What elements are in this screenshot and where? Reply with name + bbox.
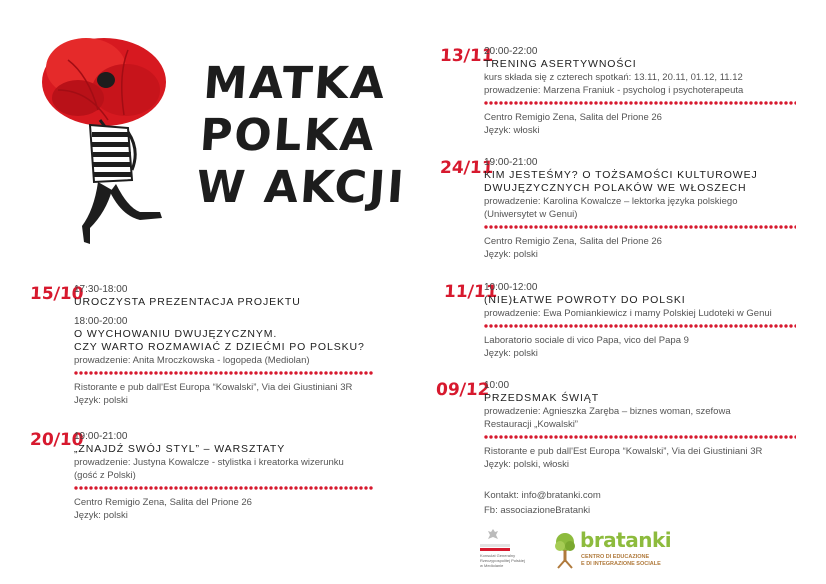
event-13-11 xyxy=(484,45,796,137)
event-location: Centro Remigio Zena, Salita del Prione 26 xyxy=(74,497,252,508)
event-language: Język: polski xyxy=(484,249,538,260)
logo-line-2: POLKA xyxy=(198,110,378,161)
polish-eagle-icon xyxy=(486,528,500,542)
event-time: 10:00 xyxy=(484,380,510,391)
event-date: 15/10 xyxy=(29,284,85,304)
event-15-10 xyxy=(74,283,374,407)
event-date: 11/11 xyxy=(443,282,499,302)
bratanki-name: bratanki xyxy=(580,528,672,552)
event-time: 18:00-20:00 xyxy=(74,316,128,327)
event-title: (NIE)ŁATWE POWROTY DO POLSKI xyxy=(484,294,686,306)
consulate-line: Konsulat Generalny xyxy=(480,553,516,558)
consulate-line: w Mediolanie xyxy=(480,563,504,568)
event-title: PRZEDSMAK ŚWIĄT xyxy=(484,392,600,404)
event-host: prowadzenie: Ewa Pomiankiewicz i mamy Polskiej Ludoteki w Genui xyxy=(484,308,772,319)
event-host: prowadzenie: Marzena Franiuk - psycholog i psychoterapeuta xyxy=(484,85,744,96)
sponsor-logos xyxy=(480,528,800,578)
dotted-separator xyxy=(484,225,796,229)
event-location: Ristorante e pub dall'Est Europa “Kowalski”, Via dei Giustiniani 3R xyxy=(74,382,353,393)
event-date: 09/12 xyxy=(435,380,491,400)
event-title: O WYCHOWANIU DWUJĘZYCZNYM. xyxy=(74,328,278,340)
event-language: Język: włoski xyxy=(484,125,540,136)
dotted-separator xyxy=(74,486,374,490)
logo-line-1: MATKA xyxy=(201,58,389,109)
bratanki-subtitle: CENTRO DI EDUCAZIONE xyxy=(581,554,650,560)
event-title: KIM JESTEŚMY? O TOŻSAMOŚCI KULTUROWEJ xyxy=(484,169,758,181)
consulate-line: Rzeczypospolitej Polskiej xyxy=(480,558,525,563)
dotted-separator xyxy=(484,101,796,105)
striped-shirt xyxy=(90,125,132,182)
tree-icon xyxy=(554,532,576,570)
dotted-separator xyxy=(484,435,796,439)
event-11-11 xyxy=(484,281,796,360)
event-language: Język: polski xyxy=(484,348,538,359)
event-location: Centro Remigio Zena, Salita del Prione 26 xyxy=(484,236,662,247)
event-time: 10:00-12:00 xyxy=(484,282,538,293)
event-title: TRENING ASERTYWNOŚCI xyxy=(484,58,637,70)
dotted-separator xyxy=(484,324,796,328)
event-time: 17:30-18:00 xyxy=(74,284,128,295)
event-date: 20/10 xyxy=(29,430,85,450)
event-detail: kurs składa się z czterech spotkań: 13.11, 20.11, 01.12, 11.12 xyxy=(484,72,743,83)
woman-with-poppy-illustration xyxy=(28,20,198,260)
event-host: prowadzenie: Karolina Kowalcze – lektorka języka polskiego xyxy=(484,196,738,207)
event-time: 19:00-21:00 xyxy=(484,157,538,168)
consulate-logo xyxy=(480,528,540,568)
event-title: CZY WARTO ROZMAWIAĆ Z DZIEĆMI PO POLSKU? xyxy=(74,341,365,353)
contact-block xyxy=(484,488,601,518)
contact-email[interactable]: Kontakt: info@bratanki.com xyxy=(484,490,601,501)
event-language: Język: polski xyxy=(74,510,128,521)
event-20-10 xyxy=(74,430,374,522)
event-title: „ZNAJDŹ SWÓJ STYL” – WARSZTATY xyxy=(74,443,286,455)
event-09-12 xyxy=(484,379,796,471)
bratanki-logo xyxy=(554,528,724,576)
event-host-note: (Uniwersytet w Genui) xyxy=(484,209,578,220)
event-location: Centro Remigio Zena, Salita del Prione 26 xyxy=(484,112,662,123)
event-date: 24/11 xyxy=(439,158,495,178)
dotted-separator xyxy=(74,371,374,375)
event-host: prowadzenie: Justyna Kowalcze - stylistka i kreatorka wizerunku xyxy=(74,457,344,468)
event-location: Ristorante e pub dall'Est Europa “Kowalski”, Via dei Giustiniani 3R xyxy=(484,446,763,457)
event-title: UROCZYSTA PREZENTACJA PROJEKTU xyxy=(74,296,301,308)
event-language: Język: polski xyxy=(74,395,128,406)
event-host-note: Restauracji „Kowalski” xyxy=(484,419,578,430)
event-language: Język: polski, włoski xyxy=(484,459,569,470)
logo-line-3: W AKCJI xyxy=(194,162,408,213)
event-host: prowadzenie: Agnieszka Zaręba – biznes woman, szefowa xyxy=(484,406,731,417)
event-time: 20:00-22:00 xyxy=(484,46,538,57)
event-location: Laboratorio sociale di vico Papa, vico del Papa 9 xyxy=(484,335,689,346)
event-host-note: (gość z Polski) xyxy=(74,470,136,481)
event-host: prowadzenie: Anita Mroczkowska - logopeda (Mediolan) xyxy=(74,355,310,366)
logo-title xyxy=(194,58,408,214)
bratanki-subtitle: E DI INTEGRAZIONE SOCIALE xyxy=(581,561,661,567)
event-time: 19:00-21:00 xyxy=(74,431,128,442)
event-24-11 xyxy=(484,156,796,261)
contact-facebook[interactable]: Fb: associazioneBratanki xyxy=(484,505,591,516)
event-date: 13/11 xyxy=(439,46,495,66)
poppy-icon xyxy=(42,38,166,126)
event-logo xyxy=(28,20,408,260)
event-title: DWUJĘZYCZNYCH POLAKÓW WE WŁOSZECH xyxy=(484,182,747,194)
